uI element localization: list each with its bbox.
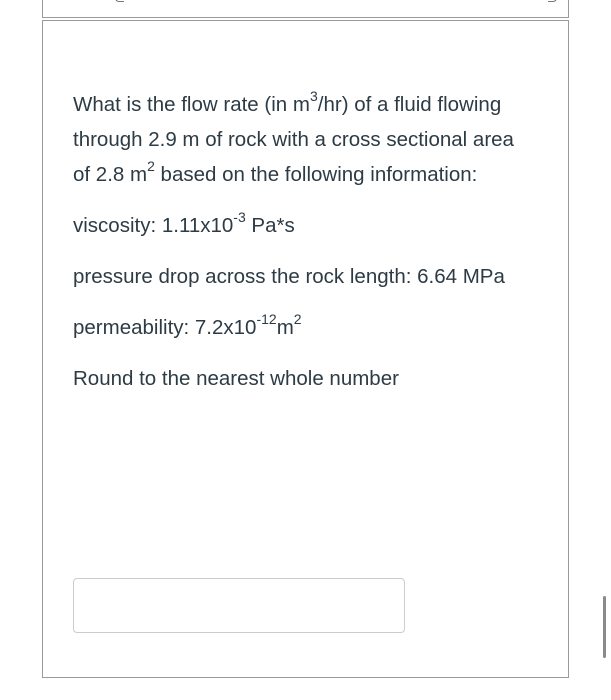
viscosity-line [73,208,523,243]
permeability-exponent: -12 [256,311,277,328]
permeability-unit-exponent: 2 [293,311,302,328]
intro-part1: What is the flow rate (in m [73,93,310,116]
intro-superscript-2: 2 [147,158,155,175]
viscosity-exponent: -3 [233,209,246,226]
permeability-line [73,310,523,345]
pressure-drop-line: pressure drop across the rock length: 6.64 MPa [73,265,505,288]
viscosity-unit: Pa*s [245,214,295,237]
permeability-unit: m [276,316,294,339]
answer-input[interactable] [73,578,405,633]
question-panel [42,20,569,678]
intro-part3: based on the following information: [154,163,478,186]
viscosity-prefix: viscosity: 1.11x10 [73,214,234,237]
frame-corner-mark [115,0,124,2]
question-text [73,87,523,396]
question-intro [73,87,523,192]
intro-part2: /hr) of a fluid flowing through 2.9 m of rock with a cross sectional area of 2.8 m [73,93,514,186]
rounding-instruction: Round to the nearest whole number [73,367,399,390]
scrollbar-thumb[interactable] [603,596,606,658]
intro-superscript-3: 3 [309,88,318,105]
frame-corner-mark [548,0,557,2]
previous-question-frame [42,0,569,18]
permeability-prefix: permeability: 7.2x10 [73,316,257,339]
